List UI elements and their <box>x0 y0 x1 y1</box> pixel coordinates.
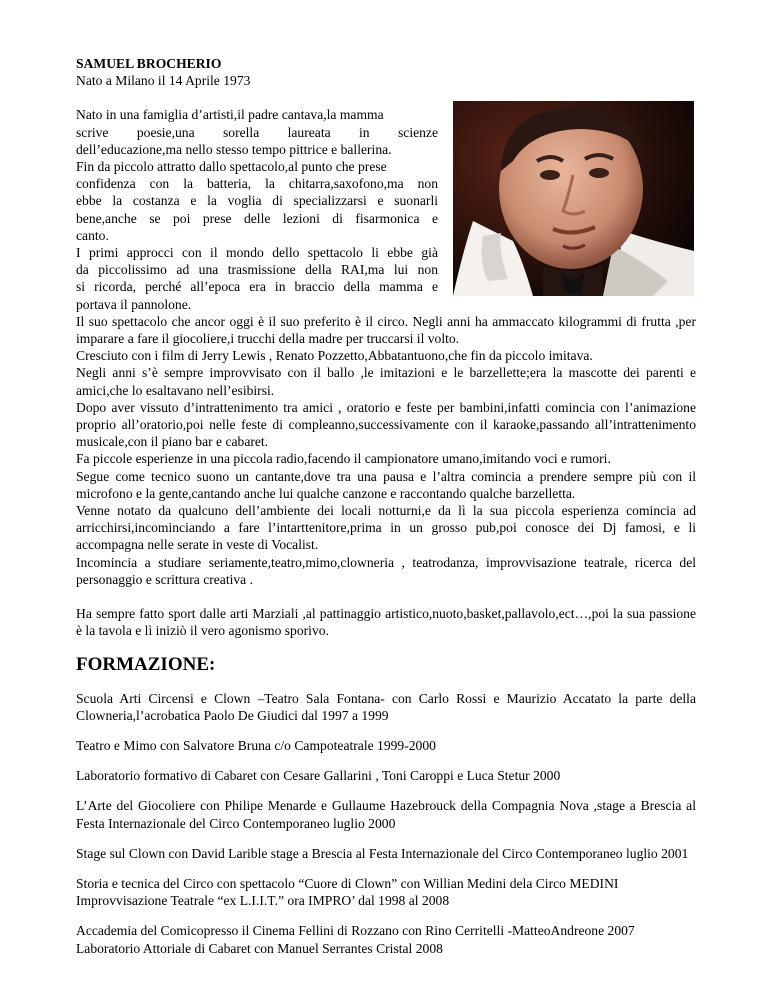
course-item: Scuola Arti Circensi e Clown –Teatro Sala Fontana- con Carlo Rossi e Maurizio Accatato la parte della Clowneria,l’acrobatica Paolo De Giudici dal 1997 a 1999 <box>76 690 696 723</box>
bio-paragraph: Incomincia a studiare seriamente,teatro,mimo,clowneria , teatrodanza, improvvisazione teatrale, ricerca del personaggio e scrittura creativa . <box>76 554 696 587</box>
course-item: Laboratorio formativo di Cabaret con Cesare Gallarini , Toni Caroppi e Luca Stetur 2000 <box>76 768 561 784</box>
birth-info: Nato a Milano il 14 Aprile 1973 <box>76 73 251 89</box>
bio-line: ebbe la costanza e la voglia di specializzarsi e suonarli <box>76 193 438 209</box>
bio-line: dell’educazione,ma nello stesso tempo pittrice e ballerina. <box>76 141 392 157</box>
course-item: Storia e tecnica del Circo con spettacolo “Cuore di Clown” con Willian Medini dela Circo MEDINI <box>76 875 619 891</box>
section-heading-formazione: FORMAZIONE: <box>76 653 216 675</box>
bio-wrapped-text <box>76 106 438 312</box>
course-item: Teatro e Mimo con Salvatore Bruna c/o Campoteatrale 1999-2000 <box>76 737 436 753</box>
bio-line: portava il pannolone. <box>76 296 192 312</box>
bio-full-text <box>76 313 696 588</box>
bio-line: Nato in una famiglia d’artisti,il padre cantava,la mamma <box>76 107 384 123</box>
bio-line: bene,anche se poi prese delle lezioni di fisarmonica e <box>76 210 438 226</box>
bio-paragraph: Dopo aver vissuto d’intrattenimento tra amici , oratorio e feste per bambini,infatti comincia con l’animazione proprio all’oratorio,poi nelle feste di compleanno,successivamente con il karaoke,passando all’intrattenimento musicale,con il piano bar e cabaret. <box>76 399 696 450</box>
course-item: Laboratorio Attoriale di Cabaret con Manuel Serrantes Cristal 2008 <box>76 940 443 956</box>
person-name: SAMUEL BROCHERIO <box>76 56 222 71</box>
bio-line: scrive poesie,una sorella laureata in scienze <box>76 124 438 140</box>
bio-paragraph: Negli anni s’è sempre improvvisato con il ballo ,le imitazioni e le barzellette;era la mascotte dei parenti e amici,che lo esaltavano nell’esibirsi. <box>76 365 696 398</box>
bio-line: canto. <box>76 227 109 243</box>
sport-paragraph: Ha sempre fatto sport dalle arti Marziali ,al pattinaggio artistico,nuoto,basket,pallavolo,ect…,poi la sua passione è la tavola e lì iniziò il vero agonismo sporivo. <box>76 606 696 639</box>
course-group <box>76 875 696 909</box>
course-group <box>76 922 696 956</box>
bio-paragraph: Il suo spettacolo che ancor oggi è il suo preferito è il circo. Negli anni ha ammaccato kilogrammi di frutta ,per imparare a fare il giocoliere,i trucchi della madre per truccarsi il volto. <box>76 313 696 347</box>
bio-line: da piccolissimo ad una trasmissione della RAI,ma lui non <box>76 262 438 278</box>
course-item: L’Arte del Giocoliere con Philipe Menarde e Gullaume Hazebrouck della Compagnia Nova ,stage a Brescia al Festa Internazionale del Circo Contemporaneo luglio 2000 <box>76 798 696 831</box>
bio-paragraph: Venne notato da qualcuno dell’ambiente dei locali notturni,e da lì la sua piccola esperienza comincia ad arricchirsi,incominciando a fare l’intarttenitore,prima in un grosso pub,poi conosce dei Dj famosi, e li accompagna nelle serate in veste di Vocalist. <box>76 503 696 553</box>
bio-line: Fin da piccolo attratto dallo spettacolo,al punto che prese <box>76 159 387 175</box>
course-item: Accademia del Comicopresso il Cinema Fellini di Rozzano con Rino Cerritelli -MatteoAndreone 2007 <box>76 923 635 939</box>
bio-line: si ricorda, perché all’epoca era in braccio della mamma e <box>76 279 438 295</box>
bio-line: I primi approcci con il mondo dello spettacolo li ebbe già <box>76 245 438 261</box>
bio-paragraph: Segue come tecnico suono un cantante,dove tra una pausa e l’altra comincia a prendere sempre più con il microfono e la gente,cantando anche lui qualche canzone e raccontando qualche barzelletta. <box>76 468 696 501</box>
course-item: Stage sul Clown con David Larible stage a Brescia al Festa Internazionale del Circo Contemporaneo luglio 2001 <box>76 845 689 861</box>
bio-line: confidenza con la batteria, la chitarra,saxofono,ma non <box>76 176 438 192</box>
bio-paragraph: Fa piccole esperienze in una piccola radio,facendo il campionatore umano,imitando voci e rumori. <box>76 451 611 467</box>
course-item: Improvvisazione Teatrale “ex L.I.I.T.” ora IMPRO’ dal 1998 al 2008 <box>76 893 450 909</box>
bio-paragraph: Cresciuto con i film di Jerry Lewis , Renato Pozzetto,Abbatantuono,che fin da piccolo imitava. <box>76 348 593 364</box>
document-page <box>76 55 696 957</box>
